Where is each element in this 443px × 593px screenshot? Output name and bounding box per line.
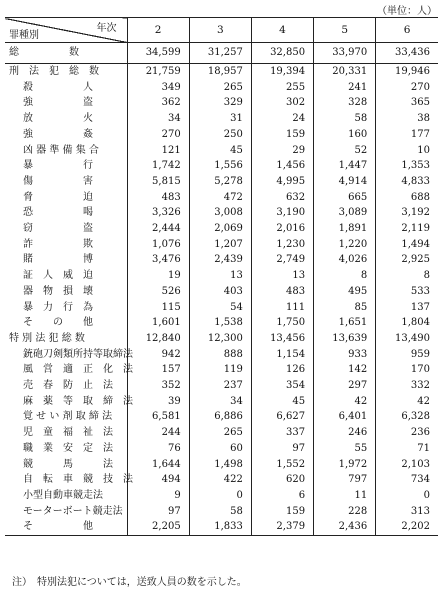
value-cell: 1,207 — [189, 237, 251, 253]
value-cell: 942 — [127, 347, 189, 363]
value-cell: 1,353 — [376, 158, 438, 174]
value-cell: 2,202 — [376, 519, 438, 535]
value-cell: 1,456 — [251, 158, 313, 174]
table-row — [5, 80, 438, 96]
row-label: そ の 他 — [23, 317, 93, 329]
table-row — [5, 347, 438, 363]
row-label: 賭 博 — [23, 254, 93, 266]
value-cell: 270 — [127, 127, 189, 143]
row-label: 暴 行 — [23, 160, 93, 172]
value-cell: 13,639 — [314, 331, 376, 347]
table-row — [5, 315, 438, 331]
value-cell: 933 — [314, 347, 376, 363]
value-cell: 246 — [314, 425, 376, 441]
value-cell: 1,552 — [251, 457, 313, 473]
table-row — [5, 221, 438, 237]
row-label: 覚 せ い 剤 取 締 法 — [23, 411, 113, 423]
value-cell: 237 — [189, 378, 251, 394]
value-cell: 526 — [127, 284, 189, 300]
value-cell: 328 — [314, 95, 376, 111]
table-row — [5, 237, 438, 253]
value-cell: 6,401 — [314, 409, 376, 425]
value-cell: 4,995 — [251, 174, 313, 190]
row-label: 総 数 — [5, 43, 127, 64]
value-cell: 31 — [189, 111, 251, 127]
row-label: 麻 薬 等 取 締 法 — [23, 395, 133, 407]
table-row — [5, 174, 438, 190]
value-cell: 265 — [189, 80, 251, 96]
table-row — [5, 268, 438, 284]
value-cell: 2,749 — [251, 252, 313, 268]
row-label: モーターボート競走法 — [23, 505, 123, 517]
row-label: 児 童 福 祉 法 — [23, 427, 113, 439]
value-cell: 54 — [189, 300, 251, 316]
value-cell: 71 — [376, 441, 438, 457]
value-cell: 12,300 — [189, 331, 251, 347]
value-cell: 21,759 — [127, 64, 189, 80]
row-label: そ 他 — [5, 519, 127, 535]
value-cell: 495 — [314, 284, 376, 300]
corner-header — [5, 18, 127, 43]
value-cell: 126 — [251, 362, 313, 378]
table-row — [5, 457, 438, 473]
year-header: 3 — [189, 18, 251, 43]
table-body — [5, 43, 438, 536]
value-cell: 55 — [314, 441, 376, 457]
year-header: 6 — [376, 18, 438, 43]
value-cell: 265 — [189, 425, 251, 441]
table-row — [5, 409, 438, 425]
value-cell: 329 — [189, 95, 251, 111]
value-cell: 270 — [376, 80, 438, 96]
value-cell: 42 — [314, 394, 376, 410]
value-cell: 8 — [314, 268, 376, 284]
unit-label: （単位：人） — [377, 6, 437, 17]
value-cell: 160 — [314, 127, 376, 143]
value-cell: 2,379 — [251, 519, 313, 535]
value-cell: 39 — [127, 394, 189, 410]
value-cell: 13 — [251, 268, 313, 284]
value-cell: 688 — [376, 190, 438, 206]
value-cell: 3,008 — [189, 205, 251, 221]
value-cell: 422 — [189, 472, 251, 488]
table-row — [5, 284, 438, 300]
value-cell: 137 — [376, 300, 438, 316]
value-cell: 85 — [314, 300, 376, 316]
value-cell: 1,891 — [314, 221, 376, 237]
value-cell: 632 — [251, 190, 313, 206]
value-cell: 3,192 — [376, 205, 438, 221]
value-cell: 1,556 — [189, 158, 251, 174]
value-cell: 494 — [127, 472, 189, 488]
value-cell: 352 — [127, 378, 189, 394]
value-cell: 483 — [251, 284, 313, 300]
value-cell: 1,498 — [189, 457, 251, 473]
value-cell: 45 — [251, 394, 313, 410]
row-label: 強 姦 — [23, 128, 93, 140]
value-cell: 297 — [314, 378, 376, 394]
value-cell: 52 — [314, 143, 376, 159]
value-cell: 4,833 — [376, 174, 438, 190]
table-row — [5, 190, 438, 206]
value-cell: 157 — [127, 362, 189, 378]
value-cell: 45 — [189, 143, 251, 159]
value-cell: 888 — [189, 347, 251, 363]
value-cell: 8 — [376, 268, 438, 284]
value-cell: 313 — [376, 504, 438, 520]
value-cell: 1,076 — [127, 237, 189, 253]
value-cell: 4,026 — [314, 252, 376, 268]
row-label: 凶 器 準 備 集 合 — [23, 144, 99, 156]
value-cell: 18,957 — [189, 64, 251, 80]
value-cell: 5,815 — [127, 174, 189, 190]
value-cell: 33,970 — [314, 43, 376, 64]
row-label: 詐 欺 — [23, 238, 93, 250]
value-cell: 3,190 — [251, 205, 313, 221]
year-header: 4 — [251, 18, 313, 43]
row-label: 証 人 威 迫 — [23, 270, 93, 282]
value-cell: 472 — [189, 190, 251, 206]
value-cell: 228 — [314, 504, 376, 520]
value-cell: 20,331 — [314, 64, 376, 80]
value-cell: 159 — [251, 504, 313, 520]
table-row — [5, 519, 438, 535]
value-cell: 11 — [314, 488, 376, 504]
value-cell: 2,069 — [189, 221, 251, 237]
value-cell: 19,394 — [251, 64, 313, 80]
value-cell: 12,840 — [127, 331, 189, 347]
row-label: 脅 迫 — [23, 191, 93, 203]
value-cell: 244 — [127, 425, 189, 441]
value-cell: 362 — [127, 95, 189, 111]
table-row — [5, 362, 438, 378]
table-row — [5, 504, 438, 520]
value-cell: 1,230 — [251, 237, 313, 253]
table-row — [5, 300, 438, 316]
value-cell: 58 — [189, 504, 251, 520]
value-cell: 38 — [376, 111, 438, 127]
value-cell: 354 — [251, 378, 313, 394]
value-cell: 3,476 — [127, 252, 189, 268]
value-cell: 1,601 — [127, 315, 189, 331]
value-cell: 2,103 — [376, 457, 438, 473]
row-label: 特 別 法 犯 総 数 — [9, 332, 85, 344]
table-row — [5, 205, 438, 221]
row-label: 自 転 車 競 技 法 — [23, 474, 133, 486]
table-row — [5, 472, 438, 488]
table-row — [5, 488, 438, 504]
table-row — [5, 252, 438, 268]
table-row — [5, 64, 438, 80]
value-cell: 1,220 — [314, 237, 376, 253]
value-cell: 236 — [376, 425, 438, 441]
value-cell: 2,119 — [376, 221, 438, 237]
value-cell: 2,436 — [314, 519, 376, 535]
value-cell: 10 — [376, 143, 438, 159]
row-label: 強 盗 — [23, 97, 93, 109]
table-row — [5, 158, 438, 174]
table-row — [5, 127, 438, 143]
value-cell: 29 — [251, 143, 313, 159]
value-cell: 1,538 — [189, 315, 251, 331]
value-cell: 734 — [376, 472, 438, 488]
header-row — [5, 18, 438, 43]
table-row — [5, 441, 438, 457]
value-cell: 6,627 — [251, 409, 313, 425]
statistics-table — [5, 17, 438, 536]
value-cell: 1,742 — [127, 158, 189, 174]
value-cell: 111 — [251, 300, 313, 316]
row-label: 器 物 損 壊 — [23, 285, 93, 297]
value-cell: 797 — [314, 472, 376, 488]
row-label: 殺 人 — [23, 81, 93, 93]
value-cell: 97 — [251, 441, 313, 457]
value-cell: 24 — [251, 111, 313, 127]
value-cell: 1,154 — [251, 347, 313, 363]
value-cell: 403 — [189, 284, 251, 300]
row-label: 窃 盗 — [23, 223, 93, 235]
corner-category-label: 罪種別 — [9, 30, 39, 41]
value-cell: 4,914 — [314, 174, 376, 190]
value-cell: 302 — [251, 95, 313, 111]
value-cell: 60 — [189, 441, 251, 457]
table-row — [5, 331, 438, 347]
value-cell: 31,257 — [189, 43, 251, 64]
value-cell: 1,833 — [189, 519, 251, 535]
row-label: 放 火 — [23, 113, 93, 125]
value-cell: 0 — [189, 488, 251, 504]
table-row — [5, 95, 438, 111]
value-cell: 6,581 — [127, 409, 189, 425]
row-label: 売 春 防 止 法 — [23, 380, 113, 392]
value-cell: 2,925 — [376, 252, 438, 268]
value-cell: 13,490 — [376, 331, 438, 347]
value-cell: 170 — [376, 362, 438, 378]
table-row — [5, 43, 438, 64]
value-cell: 34 — [127, 111, 189, 127]
value-cell: 34 — [189, 394, 251, 410]
value-cell: 33,436 — [376, 43, 438, 64]
value-cell: 6,886 — [189, 409, 251, 425]
value-cell: 1,494 — [376, 237, 438, 253]
table-row — [5, 143, 438, 159]
value-cell: 159 — [251, 127, 313, 143]
table-row — [5, 378, 438, 394]
value-cell: 1,972 — [314, 457, 376, 473]
value-cell: 241 — [314, 80, 376, 96]
value-cell: 1,750 — [251, 315, 313, 331]
value-cell: 665 — [314, 190, 376, 206]
value-cell: 13,456 — [251, 331, 313, 347]
value-cell: 115 — [127, 300, 189, 316]
value-cell: 2,016 — [251, 221, 313, 237]
value-cell: 0 — [376, 488, 438, 504]
value-cell: 1,644 — [127, 457, 189, 473]
row-label: 小型自動車競走法 — [23, 489, 103, 501]
value-cell: 13 — [189, 268, 251, 284]
row-label: 恐 喝 — [23, 207, 93, 219]
corner-year-label: 年次 — [96, 23, 117, 34]
value-cell: 142 — [314, 362, 376, 378]
year-header: 2 — [127, 18, 189, 43]
value-cell: 1,651 — [314, 315, 376, 331]
value-cell: 119 — [189, 362, 251, 378]
value-cell: 337 — [251, 425, 313, 441]
value-cell: 19,946 — [376, 64, 438, 80]
value-cell: 3,326 — [127, 205, 189, 221]
value-cell: 365 — [376, 95, 438, 111]
value-cell: 332 — [376, 378, 438, 394]
value-cell: 3,089 — [314, 205, 376, 221]
table-row — [5, 425, 438, 441]
row-label: 競 馬 法 — [23, 458, 113, 470]
year-header: 5 — [314, 18, 376, 43]
value-cell: 58 — [314, 111, 376, 127]
row-label: 銃砲刀剣類所持等取締法 — [23, 348, 133, 360]
table-row — [5, 394, 438, 410]
value-cell: 1,447 — [314, 158, 376, 174]
value-cell: 533 — [376, 284, 438, 300]
value-cell: 76 — [127, 441, 189, 457]
value-cell: 32,850 — [251, 43, 313, 64]
value-cell: 2,444 — [127, 221, 189, 237]
row-label: 職 業 安 定 法 — [23, 442, 113, 454]
value-cell: 1,804 — [376, 315, 438, 331]
value-cell: 177 — [376, 127, 438, 143]
value-cell: 349 — [127, 80, 189, 96]
value-cell: 19 — [127, 268, 189, 284]
row-label: 風 営 適 正 化 法 — [23, 364, 133, 376]
value-cell: 255 — [251, 80, 313, 96]
value-cell: 483 — [127, 190, 189, 206]
row-label: 暴 力 行 為 — [23, 301, 93, 313]
value-cell: 121 — [127, 143, 189, 159]
row-label: 刑 法 犯 総 数 — [5, 64, 127, 80]
value-cell: 2,439 — [189, 252, 251, 268]
value-cell: 6,328 — [376, 409, 438, 425]
row-label: 傷 害 — [23, 175, 93, 187]
value-cell: 34,599 — [127, 43, 189, 64]
value-cell: 6 — [251, 488, 313, 504]
value-cell: 2,205 — [127, 519, 189, 535]
value-cell: 250 — [189, 127, 251, 143]
value-cell: 959 — [376, 347, 438, 363]
value-cell: 620 — [251, 472, 313, 488]
table-row — [5, 111, 438, 127]
value-cell: 97 — [127, 504, 189, 520]
value-cell: 42 — [376, 394, 438, 410]
footnote: 注） 特別法犯については，送致人員の数を示した。 — [12, 577, 247, 588]
value-cell: 9 — [127, 488, 189, 504]
value-cell: 5,278 — [189, 174, 251, 190]
